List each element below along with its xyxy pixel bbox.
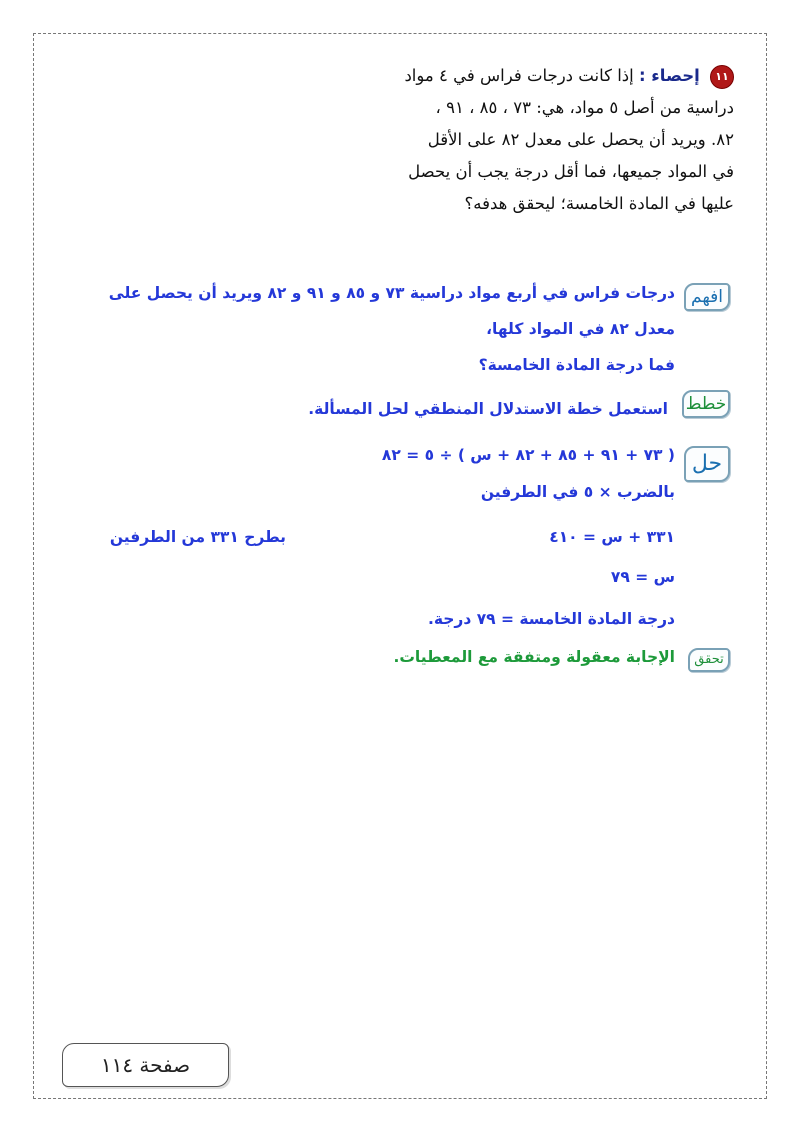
step-2: بطرح ٣٣١ من الطرفين — [109, 528, 286, 546]
equation-2: ٣٣١ + س = ٤١٠ — [549, 528, 675, 546]
equation-1: ( ٧٣ + ٩١ + ٨٥ + ٨٢ + س ) ÷ ٥ = ٨٢ — [381, 446, 675, 464]
problem-line-3: ٨٢. ويريد أن يحصل على معدل ٨٢ على الأقل — [427, 130, 734, 149]
check-tag: تحقق — [688, 648, 730, 672]
equation-3: س = ٧٩ — [610, 568, 675, 586]
page-number-box — [62, 1043, 229, 1087]
understand-tag: افهم — [684, 283, 730, 311]
plan-line: استعمل خطة الاستدلال المنطقي لحل المسألة. — [308, 400, 668, 418]
problem-text — [274, 60, 734, 220]
check-line: الإجابة معقولة ومتفقة مع المعطيات. — [393, 648, 675, 666]
problem-line-2: دراسية من أصل ٥ مواد، هي: ٧٣ ، ٨٥ ، ٩١ ، — [435, 98, 734, 117]
problem-topic: إحصاء : — [638, 66, 700, 85]
problem-line-1-text: إذا كانت درجات فراس في ٤ مواد — [404, 66, 634, 85]
problem-number-badge: ١١ — [710, 65, 734, 89]
final-answer: درجة المادة الخامسة = ٧٩ درجة. — [427, 610, 675, 628]
problem-line-4: في المواد جميعها، فما أقل درجة يجب أن يحصل — [408, 162, 734, 181]
problem-line-5: عليها في المادة الخامسة؛ ليحقق هدفه؟ — [464, 194, 734, 213]
page-number-label: صفحة ١١٤ — [100, 1053, 191, 1077]
understand-line-2: معدل ٨٢ في المواد كلها، — [486, 320, 675, 338]
understand-line-3: فما درجة المادة الخامسة؟ — [478, 356, 675, 374]
plan-tag: خطط — [682, 390, 730, 418]
step-1: بالضرب × ٥ في الطرفين — [480, 483, 675, 501]
understand-line-1: درجات فراس في أربع مواد دراسية ٧٣ و ٨٥ و ٩١ و ٨٢ ويريد أن يحصل على — [108, 284, 675, 302]
problem-line-1 — [274, 60, 734, 92]
solve-tag: حل — [684, 446, 730, 482]
